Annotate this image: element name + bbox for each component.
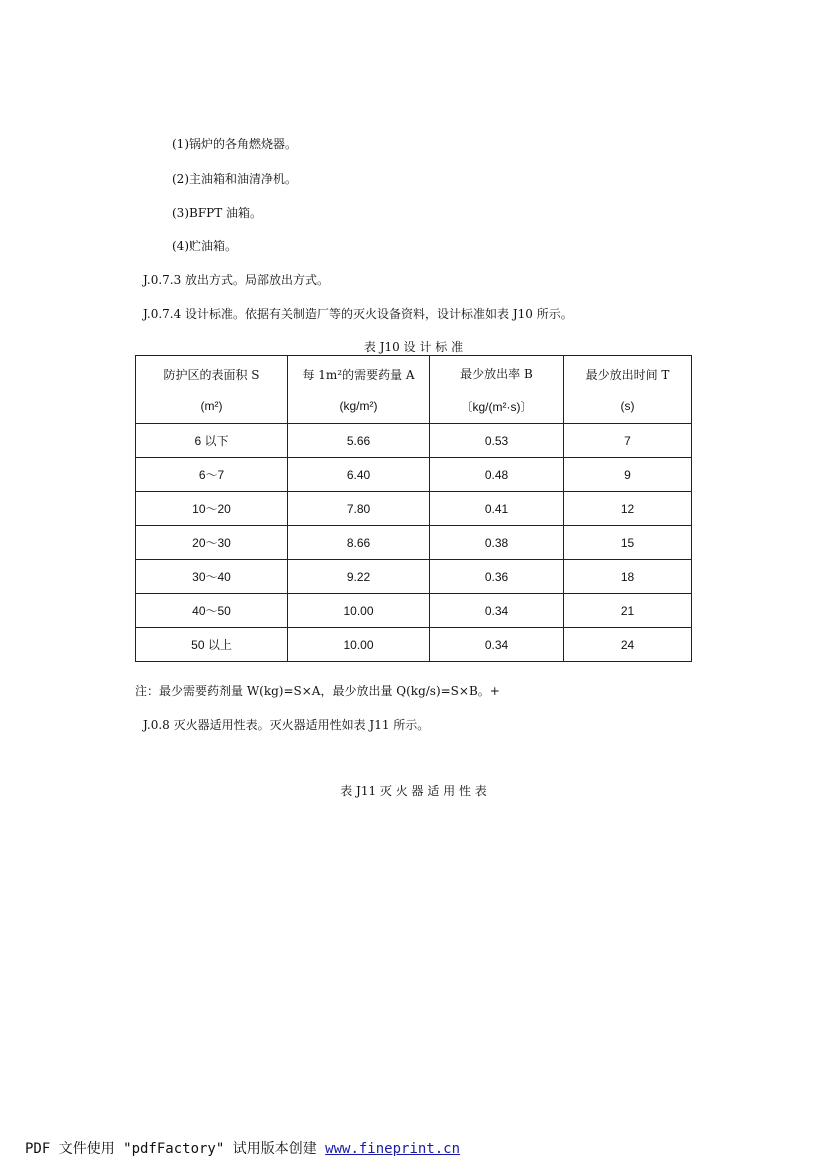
cell-dose: 10.00 bbox=[288, 628, 430, 662]
cell-dose: 8.66 bbox=[288, 526, 430, 560]
footer-link[interactable]: www.fineprint.cn bbox=[325, 1141, 461, 1157]
cell-rate: 0.38 bbox=[430, 526, 564, 560]
table-header-row bbox=[136, 356, 692, 424]
header-time-name: 最少放出时间 T bbox=[585, 368, 670, 382]
cell-time: 24 bbox=[564, 628, 692, 662]
paragraph-j073: J.0.7.3 放出方式。局部放出方式。 bbox=[143, 273, 330, 287]
table-j10 bbox=[135, 355, 692, 662]
cell-rate: 0.34 bbox=[430, 628, 564, 662]
table-row bbox=[136, 458, 692, 492]
cell-area: 10～20 bbox=[136, 492, 288, 526]
list-item-2: (2)主油箱和油清净机。 bbox=[172, 172, 297, 186]
cell-time: 9 bbox=[564, 458, 692, 492]
list-item-4: (4)贮油箱。 bbox=[172, 239, 237, 253]
pdf-footer bbox=[25, 1138, 460, 1158]
header-time bbox=[564, 356, 692, 424]
list-item-3: (3)BFPT 油箱。 bbox=[172, 206, 263, 220]
header-time-unit: (s) bbox=[620, 399, 635, 413]
cell-rate: 0.36 bbox=[430, 560, 564, 594]
header-area-name: 防护区的表面积 S bbox=[163, 368, 260, 382]
header-dose bbox=[288, 356, 430, 424]
cell-time: 7 bbox=[564, 424, 692, 458]
header-rate-unit: 〔kg/(m²·s)〕 bbox=[460, 399, 533, 414]
cell-area: 30～40 bbox=[136, 560, 288, 594]
cell-rate: 0.48 bbox=[430, 458, 564, 492]
header-rate bbox=[430, 356, 564, 424]
table-note: 注：最少需要药剂量 W(kg)=S×A，最少放出量 Q(kg/s)=S×B。+ bbox=[135, 684, 500, 698]
cell-area: 20～30 bbox=[136, 526, 288, 560]
table-row bbox=[136, 560, 692, 594]
header-dose-unit: (kg/m²) bbox=[339, 399, 378, 413]
table-row bbox=[136, 492, 692, 526]
cell-dose: 9.22 bbox=[288, 560, 430, 594]
table-j11-caption: 表 J11 灭 火 器 适 用 性 表 bbox=[340, 784, 487, 798]
paragraph-j074: J.0.7.4 设计标准。依据有关制造厂等的灭火设备资料，设计标准如表 J10 所示。 bbox=[143, 307, 573, 321]
header-area-unit: (m²) bbox=[200, 399, 223, 413]
cell-dose: 7.80 bbox=[288, 492, 430, 526]
cell-rate: 0.53 bbox=[430, 424, 564, 458]
cell-area: 6～7 bbox=[136, 458, 288, 492]
table-row bbox=[136, 594, 692, 628]
cell-area: 50 以上 bbox=[136, 628, 288, 662]
footer-prefix: PDF 文件使用 "pdfFactory" 试用版本创建 bbox=[25, 1141, 326, 1157]
table-row bbox=[136, 526, 692, 560]
cell-dose: 5.66 bbox=[288, 424, 430, 458]
cell-rate: 0.41 bbox=[430, 492, 564, 526]
header-rate-name: 最少放出率 B bbox=[460, 366, 533, 381]
cell-time: 15 bbox=[564, 526, 692, 560]
cell-time: 18 bbox=[564, 560, 692, 594]
table-row bbox=[136, 628, 692, 662]
cell-dose: 6.40 bbox=[288, 458, 430, 492]
cell-dose: 10.00 bbox=[288, 594, 430, 628]
header-area bbox=[136, 356, 288, 424]
table-row bbox=[136, 424, 692, 458]
cell-area: 6 以下 bbox=[136, 424, 288, 458]
cell-time: 21 bbox=[564, 594, 692, 628]
header-dose-name: 每 1m²的需要药量 A bbox=[302, 368, 415, 382]
cell-area: 40～50 bbox=[136, 594, 288, 628]
paragraph-j08: J.0.8 灭火器适用性表。灭火器适用性如表 J11 所示。 bbox=[143, 718, 430, 732]
list-item-1: (1)锅炉的各角燃烧器。 bbox=[172, 137, 297, 151]
cell-rate: 0.34 bbox=[430, 594, 564, 628]
cell-time: 12 bbox=[564, 492, 692, 526]
table-j10-caption: 表 J10 设 计 标 准 bbox=[363, 340, 464, 354]
